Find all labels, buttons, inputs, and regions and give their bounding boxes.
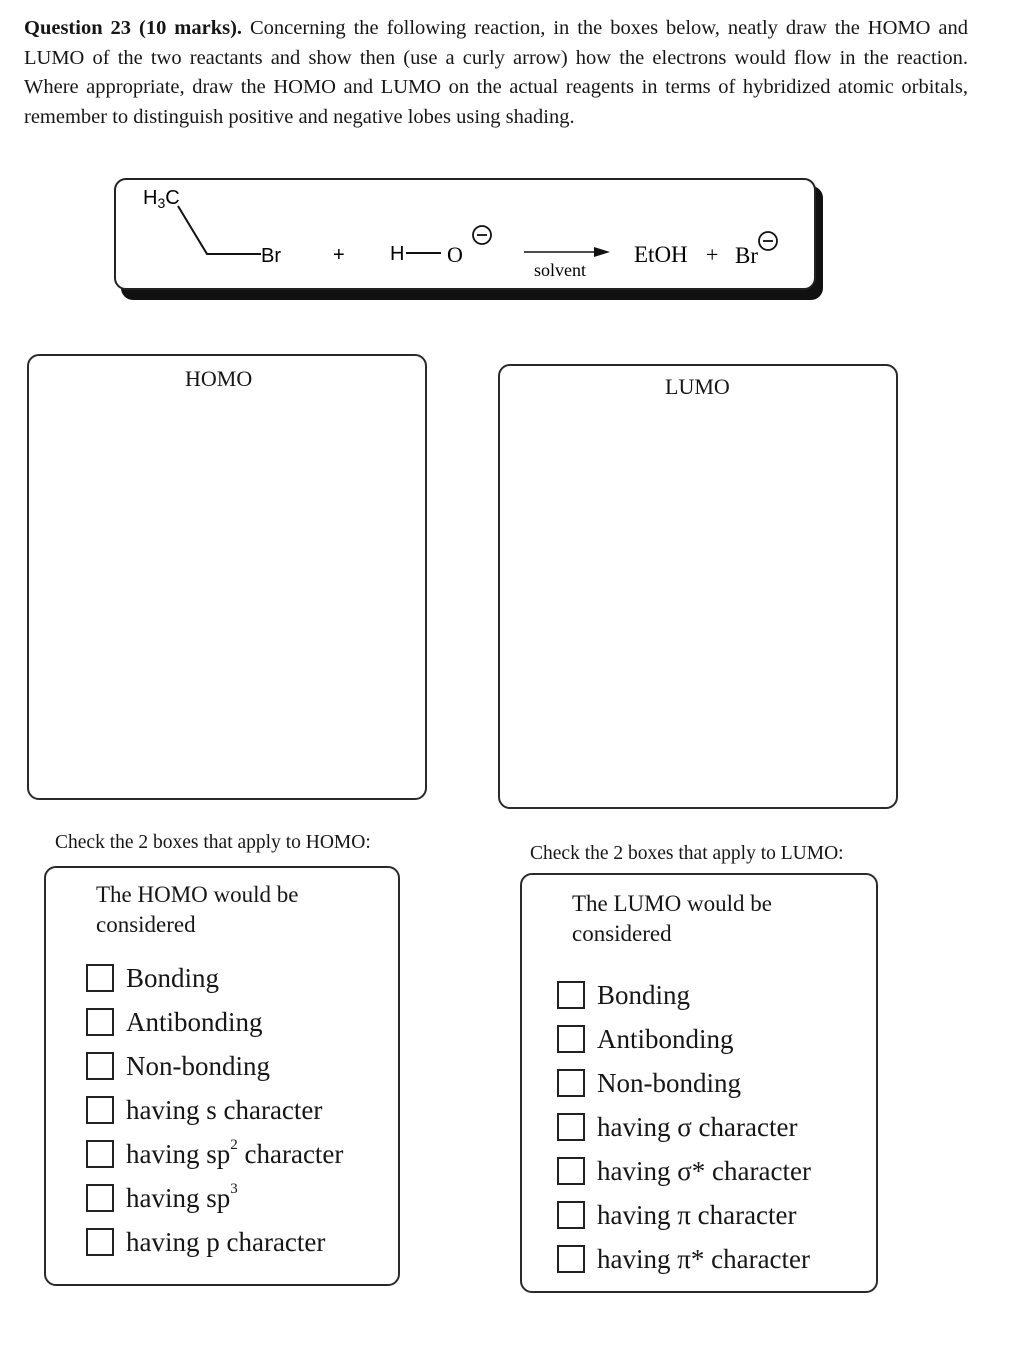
question-label: Question 23 (10 marks). — [24, 17, 243, 39]
lumo-option-pi-star-character[interactable] — [557, 1237, 811, 1281]
reaction-scheme-box — [114, 178, 816, 290]
option-label: having σ character — [597, 1111, 798, 1142]
option-label: having π character — [597, 1199, 797, 1230]
option-label: Bonding — [126, 962, 220, 993]
homo-checkbox-s-character[interactable] — [86, 1096, 114, 1124]
hydrogen-atom-label: H — [390, 243, 405, 265]
option-label: having $sp^2$ character — [126, 1136, 344, 1169]
option-label: Non-bonding — [597, 1067, 741, 1098]
product-bromide: Br — [735, 243, 758, 268]
lumo-checkbox-bonding[interactable] — [557, 981, 585, 1009]
homo-option-sp2-character[interactable] — [86, 1132, 343, 1176]
lumo-option-antibonding[interactable] — [557, 1017, 811, 1061]
homo-option-bonding[interactable] — [86, 956, 343, 1000]
homo-option-antibonding[interactable] — [86, 1000, 343, 1044]
option-label: Antibonding — [126, 1006, 263, 1037]
homo-checkbox-sp3[interactable] — [86, 1184, 114, 1212]
lumo-intro-line1: The LUMO would be — [572, 891, 772, 916]
homo-checkbox-antibonding[interactable] — [86, 1008, 114, 1036]
product-ethanol: EtOH — [634, 242, 688, 267]
homo-intro-line1: The HOMO would be — [96, 882, 299, 907]
lumo-checkbox-pi-character[interactable] — [557, 1201, 585, 1229]
lumo-options-box — [520, 873, 878, 1293]
lumo-check-heading: Check the 2 boxes that apply to LUMO: — [530, 843, 844, 864]
methyl-group-label: $H_3C$ — [143, 187, 180, 211]
option-label: having π* character — [597, 1243, 811, 1274]
option-label: having p character — [126, 1226, 326, 1257]
question-text — [24, 14, 968, 132]
reaction-arrow-head-icon — [594, 247, 610, 257]
lumo-options-intro — [572, 889, 772, 949]
lumo-option-pi-character[interactable] — [557, 1193, 811, 1237]
arrow-label-solvent: solvent — [534, 260, 586, 280]
homo-options-box — [44, 866, 400, 1286]
option-label: Antibonding — [597, 1023, 734, 1054]
plus-sign-reactants: + — [333, 244, 345, 266]
homo-option-s-character[interactable] — [86, 1088, 343, 1132]
homo-option-list — [86, 956, 343, 1264]
lumo-option-sigma-star-character[interactable] — [557, 1149, 811, 1193]
homo-drawing-box[interactable] — [27, 354, 427, 800]
homo-option-p-character[interactable] — [86, 1220, 343, 1264]
lumo-option-sigma-character[interactable] — [557, 1105, 811, 1149]
lumo-checkbox-antibonding[interactable] — [557, 1025, 585, 1053]
homo-options-intro — [96, 880, 299, 940]
option-label: having σ* character — [597, 1155, 811, 1186]
question-body: Concerning the following reaction, in the boxes below, neatly draw the HOMO and LUMO of the two reactants and show then (use a curly arrow) how the electrons would flow in the reaction. Where appropriate, draw the HOMO and LUMO on the actual reagents in terms of hybridized atomic orbitals, remember to distinguish positive and negative lobes using shading. — [24, 17, 968, 128]
lumo-option-list — [557, 973, 811, 1281]
lumo-intro-line2: considered — [572, 921, 672, 946]
homo-checkbox-p-character[interactable] — [86, 1228, 114, 1256]
option-label: having s character — [126, 1094, 323, 1125]
lumo-drawing-box[interactable] — [498, 364, 898, 809]
lumo-option-bonding[interactable] — [557, 973, 811, 1017]
negative-charge-icon — [473, 226, 491, 244]
lumo-checkbox-pi-star-character[interactable] — [557, 1245, 585, 1273]
homo-checkbox-bonding[interactable] — [86, 964, 114, 992]
homo-option-non-bonding[interactable] — [86, 1044, 343, 1088]
homo-intro-line2: considered — [96, 912, 196, 937]
homo-check-heading: Check the 2 boxes that apply to HOMO: — [55, 832, 371, 853]
bromide-negative-charge-icon — [759, 232, 777, 250]
plus-sign-products: + — [706, 242, 719, 267]
option-label: Non-bonding — [126, 1050, 270, 1081]
ethyl-skeletal-bonds — [178, 206, 261, 254]
oxygen-atom-label: O — [447, 242, 463, 267]
lumo-checkbox-sigma-character[interactable] — [557, 1113, 585, 1141]
lumo-checkbox-non-bonding[interactable] — [557, 1069, 585, 1097]
reaction-scheme — [116, 180, 818, 292]
lumo-checkbox-sigma-star-character[interactable] — [557, 1157, 585, 1185]
option-label: having $sp^3$ — [126, 1180, 238, 1213]
homo-checkbox-sp2-character[interactable] — [86, 1140, 114, 1168]
homo-box-title: HOMO — [185, 366, 253, 391]
lumo-box-title: LUMO — [665, 374, 730, 399]
bromine-atom-label: Br — [261, 245, 281, 267]
option-label: Bonding — [597, 979, 691, 1010]
homo-option-sp3[interactable] — [86, 1176, 343, 1220]
lumo-option-non-bonding[interactable] — [557, 1061, 811, 1105]
homo-checkbox-non-bonding[interactable] — [86, 1052, 114, 1080]
